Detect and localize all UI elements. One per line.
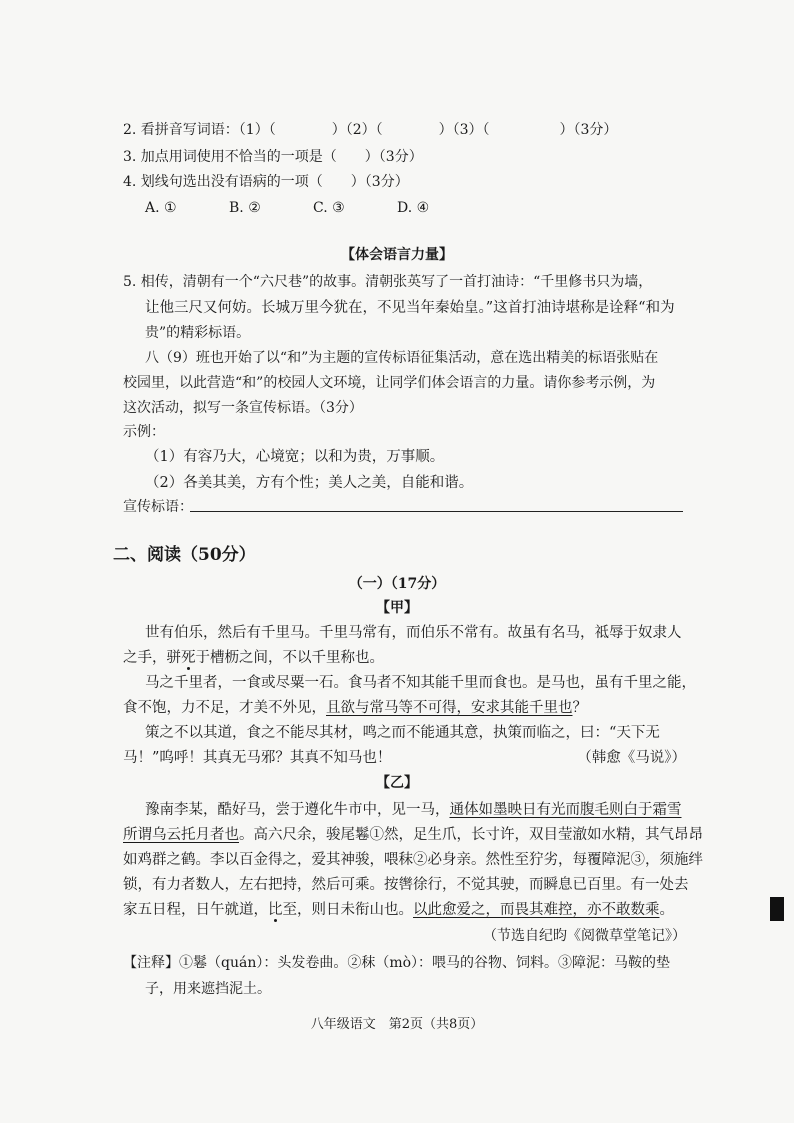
question-4-option-c: C. ③ bbox=[313, 200, 345, 216]
question-5-task-line-2: 校园里，以此营造“和”的校园人文环境，让同学们体会语言的力量。请你参考示例，为 bbox=[123, 375, 656, 391]
sub-heading: 【体会语言力量】 bbox=[341, 247, 453, 263]
question-4-option-d: D. ④ bbox=[397, 200, 430, 216]
jia-text-segment: 于槽枥之间，不以千里称也。 bbox=[195, 650, 384, 666]
question-2: 2. 看拼音写词语：（1）（ ）（2）（ ）（3）（ ）（3分） bbox=[123, 122, 618, 138]
question-5-task-line-1: 八（9）班也开始了以“和”为主题的宣传标语征集活动，意在选出精美的标语张贴在 bbox=[145, 350, 659, 366]
question-5-line-2: 让他三尺又何妨。长城万里今犹在，不见当年秦始皇。”这首打油诗堪称是诠释“和为 bbox=[145, 300, 675, 316]
yi-text-segment: 至，则日未衔山也。 bbox=[282, 902, 413, 918]
yi-line-4: 锁，有力者数人，左右把持，然后可乘。按辔徐行，不觉其驶，而瞬息已百里。有一处去 bbox=[123, 877, 689, 893]
question-5-task-line-3: 这次活动，拟写一条宣传标语。（3分） bbox=[123, 400, 363, 416]
underlined-sentence: 以此愈爱之，而畏其难控，亦不敢数乘 bbox=[413, 902, 660, 918]
jia-text-segment: ？ bbox=[572, 700, 587, 716]
dotted-word: 死 bbox=[181, 650, 196, 666]
jia-p3-line-1: 策之不以其道，食之不能尽其材，鸣之而不能通其意，执策而临之，曰：“天下无 bbox=[145, 725, 660, 741]
yi-heading: 【乙】 bbox=[376, 775, 418, 791]
question-4: 4. 划线句选出没有语病的一项（ ）（3分） bbox=[123, 174, 409, 190]
section-heading: 二、阅读（50分） bbox=[113, 545, 256, 565]
jia-text-segment: 之手，骈 bbox=[123, 650, 181, 666]
jia-p1-line-2 bbox=[123, 648, 384, 668]
underlined-sentence: 通体如墨映日有光而腹毛则白于霜雪 bbox=[449, 802, 682, 818]
binding-mark bbox=[770, 897, 784, 921]
jia-p3-line-2: 马！”呜呼！其真无马邪？其真不知马也！ bbox=[123, 750, 392, 766]
underlined-sentence: 所谓乌云托月者也 bbox=[123, 827, 239, 843]
yi-text-segment: 豫南李某，酷好马，尝于遵化牛市中，见一马， bbox=[145, 802, 450, 818]
yi-source: （节选自纪昀《阅微草堂笔记》） bbox=[483, 928, 686, 944]
slogan-answer-line[interactable] bbox=[190, 511, 683, 512]
jia-source: （韩愈《马说》） bbox=[577, 750, 686, 766]
jia-heading: 【甲】 bbox=[376, 600, 418, 616]
question-5-line-1: 5. 相传，清朝有一个“六尺巷”的故事。清朝张英写了一首打油诗：“千里修书只为墙， bbox=[123, 274, 653, 290]
question-3 bbox=[123, 147, 423, 167]
note-line-1: 【注释】①鬈（quán）：头发卷曲。②秣（mò）：喂马的谷物、饲料。③障泥：马鞍的垫 bbox=[123, 955, 671, 971]
yi-line-5 bbox=[123, 900, 674, 920]
note-line-2: 子，用来遮挡泥土。 bbox=[145, 981, 271, 997]
yi-line-2 bbox=[123, 825, 703, 845]
question-4-option-a: A. ① bbox=[145, 200, 177, 216]
slogan-label: 宣传标语： bbox=[123, 499, 193, 515]
jia-text-segment: 食不饱，力不足，才美不外见， bbox=[123, 700, 326, 716]
underlined-sentence: 且欲与常马等不可得，安求其能千里也 bbox=[326, 700, 573, 716]
yi-text-segment: 。高六尺余，骏尾鬈①然，足生爪，长寸许，双目莹澈如水精，其气昂昂 bbox=[239, 827, 703, 843]
yi-line-1 bbox=[145, 800, 682, 820]
jia-p2-line-1: 马之千里者，一食或尽粟一石。食马者不知其能千里而食也。是马也，虽有千里之能， bbox=[145, 675, 696, 691]
yi-text-segment: 。 bbox=[659, 902, 674, 918]
yi-text-segment: 家五日程，日午就道， bbox=[123, 902, 268, 918]
page-footer: 八年级语文 第2页（共8页） bbox=[310, 1017, 484, 1032]
part-heading: （一）（17分） bbox=[348, 576, 446, 592]
question-3-text: 3. 加点用词使用不恰当的一项是（ ）（3分） bbox=[123, 149, 423, 165]
jia-p1-line-1: 世有伯乐，然后有千里马。千里马常有，而伯乐不常有。故虽有名马，祗辱于奴隶人 bbox=[145, 625, 682, 641]
example-1: （1）有容乃大，心境宽；以和为贵，万事顺。 bbox=[145, 449, 445, 465]
question-5-line-3: 贵”的精彩标语。 bbox=[145, 325, 251, 341]
yi-line-3: 如鸡群之鹤。李以百金得之，爱其神骏，喂秣②必身亲。然性至狞劣，每覆障泥③，须施绊 bbox=[123, 852, 703, 868]
example-label: 示例： bbox=[123, 424, 165, 440]
example-2: （2）各美其美，方有个性；美人之美，自能和谐。 bbox=[145, 475, 474, 491]
jia-p2-line-2 bbox=[123, 698, 587, 718]
dotted-word: 比 bbox=[268, 902, 283, 918]
question-4-option-b: B. ② bbox=[229, 200, 261, 216]
